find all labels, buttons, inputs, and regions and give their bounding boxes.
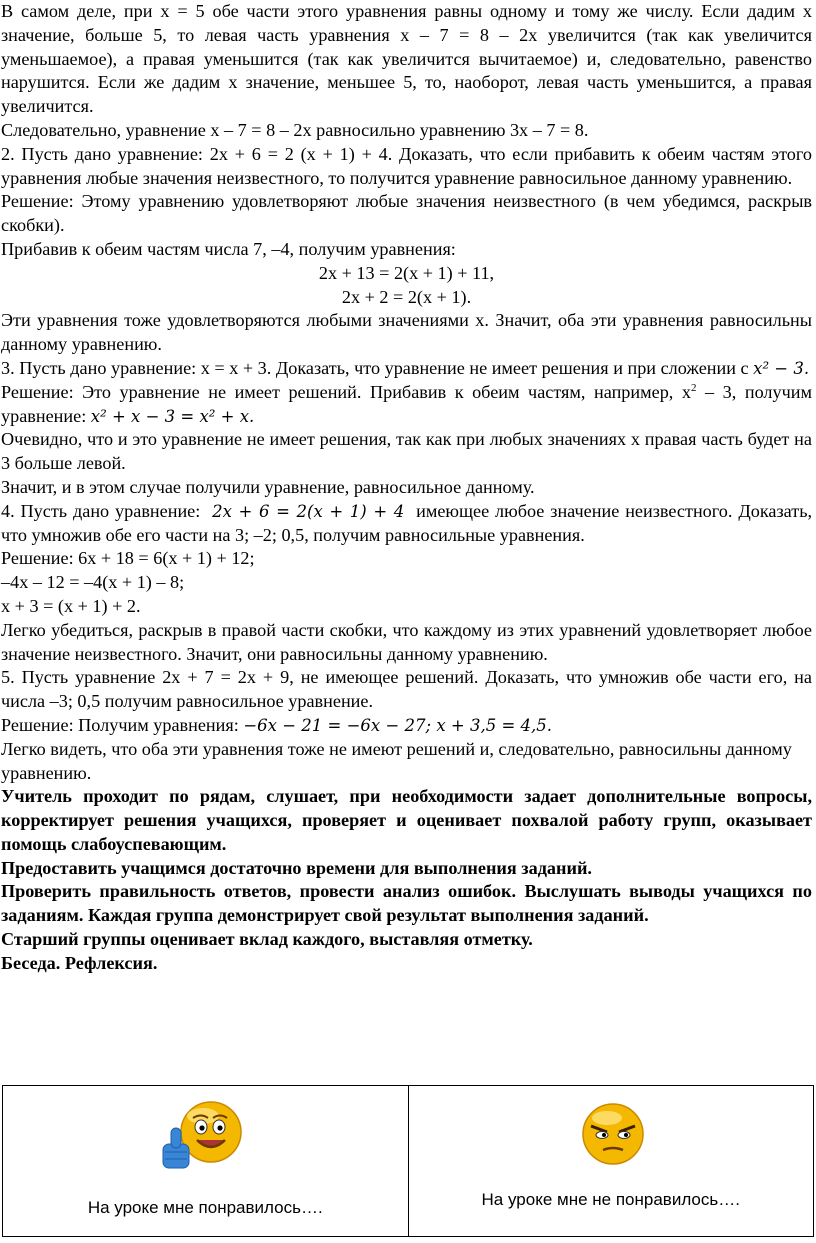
reflection-cell-disliked <box>408 1086 814 1237</box>
reflection-table <box>2 1085 814 1237</box>
reflection-cell-liked <box>3 1086 409 1237</box>
paragraph: Эти уравнения тоже удовлетворяются любыми значениями x. Значит, оба эти уравнения равносильны данному уравнению. <box>1 310 812 355</box>
paragraph <box>0 500 816 548</box>
paragraph <box>0 714 816 738</box>
paragraph: Решение: Этому уравнению удовлетворяют любые значения неизвестного (в чем убедимся, раскрыв скобки). <box>1 191 812 236</box>
paragraph: Очевидно, что и это уравнение не имеет решения, так как при любых значениях x правая часть будет на 3 больше левой. <box>1 429 812 474</box>
superscript: 2 <box>690 381 697 394</box>
paragraph: 2. Пусть дано уравнение: 2x + 6 = 2 (x + 1) + 4. Доказать, что если прибавить к обеим частям этого уравнения любые значения неизвестного, то получится уравнение равносильное данному уравнению. <box>1 143 812 188</box>
paragraph: x + 3 = (x + 1) + 2. <box>1 595 141 616</box>
equation: 2x + 2 = 2(x + 1). <box>341 286 472 307</box>
paragraph: –4x – 12 = –4(x + 1) – 8; <box>1 572 185 593</box>
paragraph: В самом деле, при x = 5 обе части этого уравнения равны одному и тому же числу. Если дадим x значение, больше 5, то левая часть уравнения x – 7 = 8 – 2x увеличится (так как увеличится уменьшаемое), а правая уменьшится (так как увеличится вычитаемое) и, следовательно, равенство нарушится. Если же дадим x значение, меньшее 5, то, наоборот, левая часть уменьшится, а правая увеличится. <box>1 1 812 117</box>
text: 4. Пусть дано уравнение: <box>1 500 201 521</box>
text: имеющее любое значение неизвестного. Доказать, что умножив обе его части на 3; –2; 0,5, получим равносильные уравнения. <box>1 500 813 545</box>
teacher-note: Предоставить учащимся достаточно времени для выполнения заданий. <box>1 857 592 878</box>
text: Решение: Получим уравнения: <box>1 714 244 735</box>
paragraph <box>0 357 816 381</box>
math-expression: 𝑥² − 3. <box>753 358 810 378</box>
paragraph: Решение: 6x + 18 = 6(x + 1) + 12; <box>1 548 255 569</box>
teacher-note: Учитель проходит по рядам, слушает, при необходимости задает дополнительные вопросы, корректирует решения учащихся, проверяет и оценивает похвалой работу групп, оказывает помощь слабоуспевающим. <box>1 786 812 854</box>
text: – 3, получим уравнение: <box>1 381 812 426</box>
grumpy-smiley-icon <box>577 1100 649 1170</box>
equation: 2x + 13 = 2(x + 1) + 11, <box>318 262 495 283</box>
paragraph: 5. Пусть уравнение 2x + 7 = 2x + 9, не имеющее решений. Доказать, что умножив обе части его, на числа –3; 0,5 получим равносильное уравнение. <box>1 667 812 712</box>
paragraph: Прибавив к обеим частям числа 7, –4, получим уравнения: <box>1 238 456 259</box>
paragraph: Легко видеть, что оба эти уравнения тоже не имеют решений и, следовательно, равносильны данному уравнению. <box>1 738 792 783</box>
paragraph: Легко убедиться, раскрыв в правой части скобки, что каждому из этих уравнений удовлетворяет любое значение неизвестного. Значит, они равносильны данному уравнению. <box>1 619 812 664</box>
text: Решение: Это уравнение не имеет решений. Прибавив к обеим частям, например, x <box>1 381 691 402</box>
text: 3. Пусть дано уравнение: x = x + 3. Доказать, что уравнение не имеет решения и при сложении с <box>1 357 754 378</box>
teacher-note: Старший группы оценивает вклад каждого, выставляя отметку. <box>1 929 533 950</box>
reflection-liked-text: На уроке мне понравилось…. <box>87 1198 323 1217</box>
teacher-note: Проверить правильность ответов, провести анализ ошибок. Выслушать выводы учащихся по заданиям. Каждая группа демонстрирует свой результат выполнения заданий. <box>1 881 812 926</box>
reflection-disliked-text: На уроке мне не понравилось…. <box>481 1190 740 1209</box>
table-row <box>3 1086 814 1237</box>
paragraph: Значит, и в этом случае получили уравнение, равносильное данному. <box>1 476 535 497</box>
math-expression: 2𝑥 + 6 = 2(𝑥 + 1) + 4 <box>212 501 405 521</box>
thumbs-up-smiley-icon <box>153 1094 253 1176</box>
section-heading: Беседа. Рефлексия. <box>1 952 158 973</box>
paragraph: Следовательно, уравнение x – 7 = 8 – 2x равносильно уравнению 3x – 7 = 8. <box>1 119 589 140</box>
paragraph <box>0 381 816 429</box>
math-expression: −6𝑥 − 21 = −6𝑥 − 27; 𝑥 + 3,5 = 4,5. <box>243 715 553 735</box>
math-expression: 𝑥² + 𝑥 − 3 = 𝑥² + 𝑥. <box>90 406 255 426</box>
